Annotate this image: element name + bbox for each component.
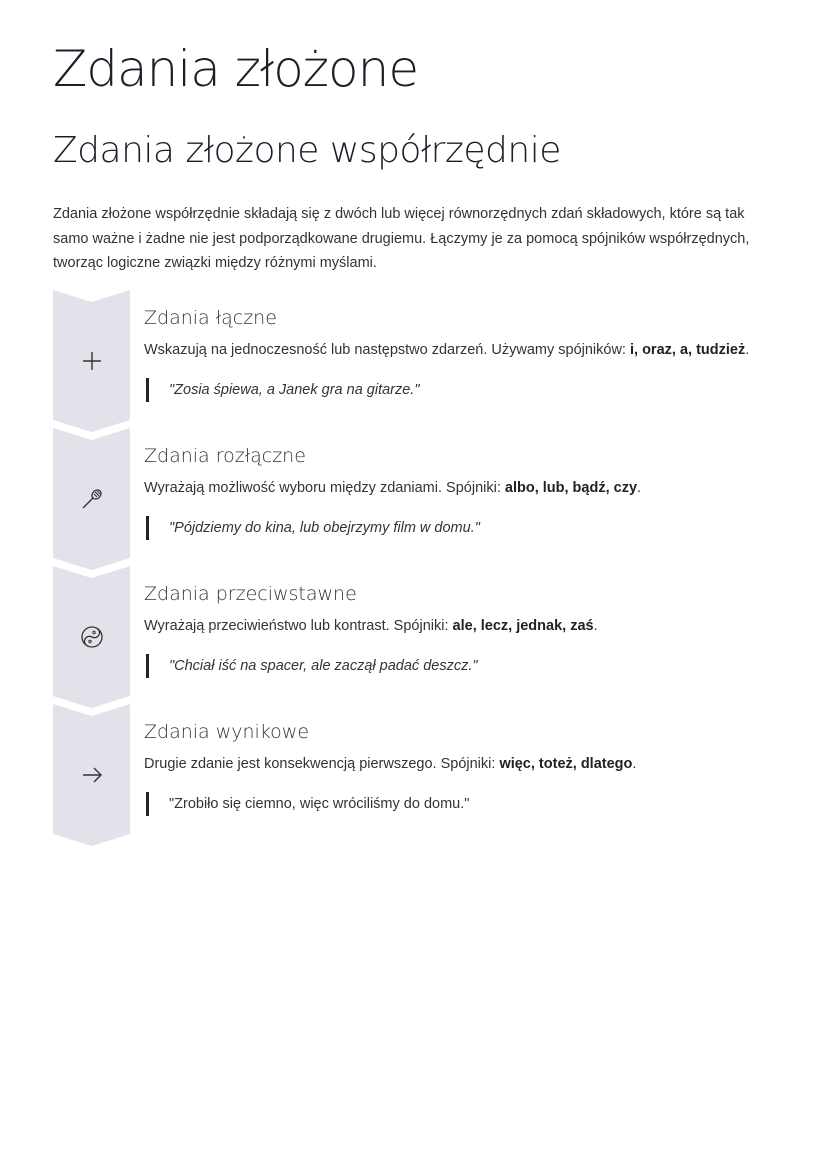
conjunctions: ale, lecz, jednak, zaś [452,618,594,634]
item-title: Zdania przeciwstawne [144,583,357,605]
list-item [53,290,813,432]
item-description [144,756,636,772]
desc-end: . [593,618,598,634]
example-quote: "Zrobiło się ciemno, więc wróciliśmy do domu." [146,792,469,816]
item-title: Zdania rozłączne [144,445,306,467]
example-quote: "Zosia śpiewa, a Janek gra na gitarze." [146,378,419,402]
desc-end: . [637,480,642,496]
list-item [53,428,813,570]
chevron-marker [53,428,130,570]
item-title: Zdania łączne [144,307,277,329]
yin-yang-icon [80,625,104,649]
conjunctions: więc, toteż, dlatego [499,756,633,772]
chevron-marker [53,290,130,432]
item-description [144,618,598,634]
list-item [53,704,813,846]
list-item [53,566,813,708]
chevron-marker [53,704,130,846]
desc-text: Drugie zdanie jest konsekwencją pierwszego. Spójniki: [144,756,500,772]
page-title: Zdania złożone [53,40,419,98]
item-title: Zdania wynikowe [144,721,310,743]
arrow-right-icon [80,763,104,787]
fork-icon [80,487,104,511]
item-description [144,480,641,496]
conjunctions: albo, lub, bądź, czy [504,480,638,496]
chevron-marker [53,566,130,708]
example-quote: "Pójdziemy do kina, lub obejrzymy film w domu." [146,516,480,540]
item-description [144,342,749,358]
desc-text: Wyrażają przeciwieństwo lub kontrast. Spójniki: [144,618,453,634]
intro-paragraph: Zdania złożone współrzędnie składają się z dwóch lub więcej równorzędnych zdań składowych, które są tak samo ważne i żadne nie jest podporządkowane drugiemu. Łączymy je za pomocą spójników współrzędnych, tworząc logiczne związki między różnymi myślami. [53,206,750,271]
desc-end: . [745,342,750,358]
section-title: Zdania złożone współrzędnie [53,130,561,171]
desc-text: Wskazują na jednoczesność lub następstwo zdarzeń. Używamy spójników: [144,342,630,358]
plus-icon [81,350,103,372]
conjunctions: i, oraz, a, tudzież [629,342,746,358]
example-quote: "Chciał iść na spacer, ale zaczął padać deszcz." [146,654,478,678]
desc-text: Wyrażają możliwość wyboru między zdaniami. Spójniki: [144,480,505,496]
desc-end: . [632,756,637,772]
